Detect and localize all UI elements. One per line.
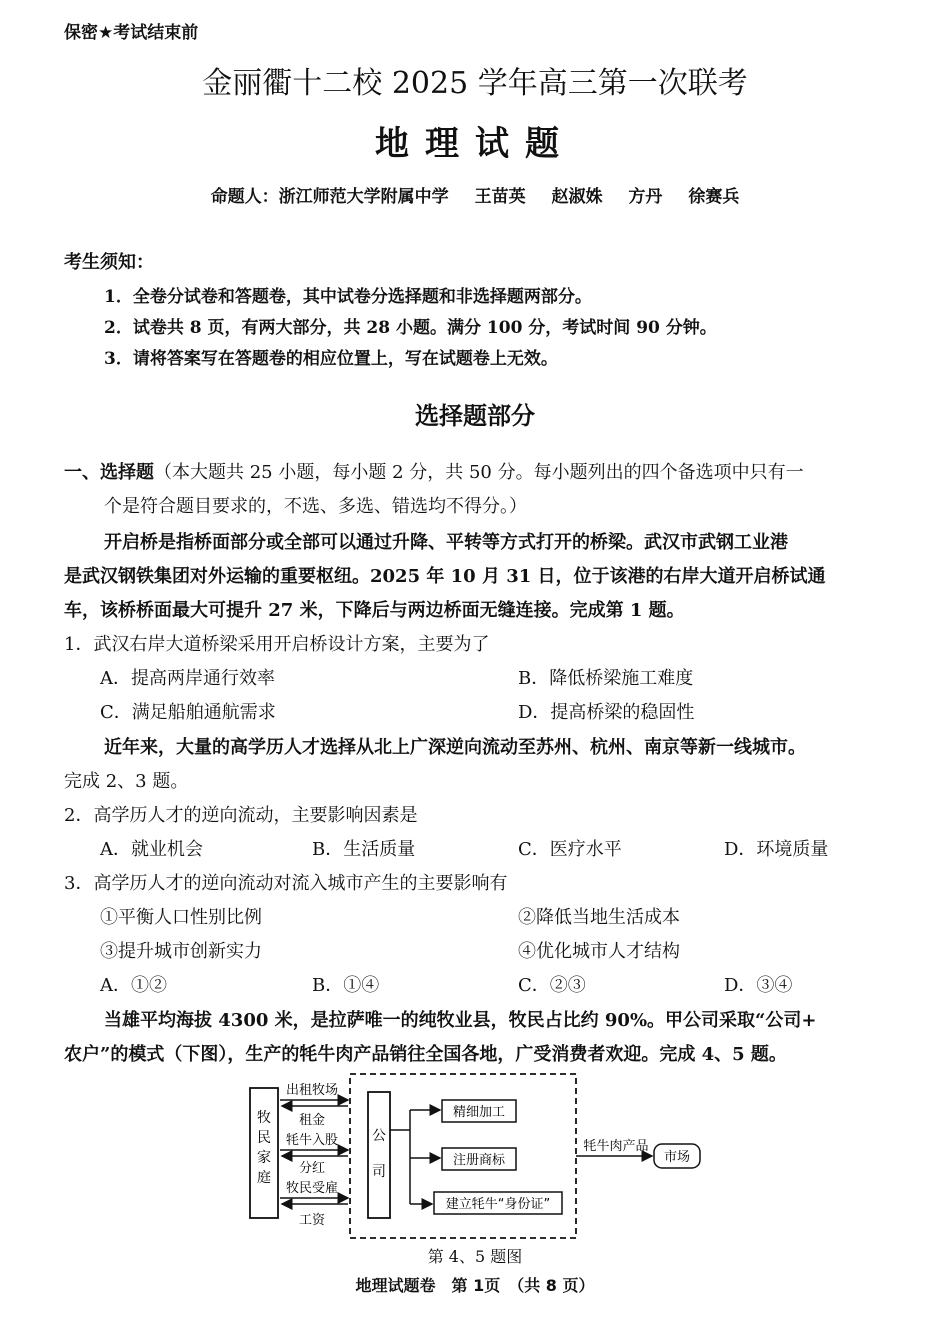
option: D．环境质量: [724, 839, 829, 860]
herder-char: 民: [257, 1130, 271, 1146]
flow-label: 工资: [298, 1213, 326, 1228]
confidential-mark: 保密★考试结束前: [64, 23, 199, 43]
option: B．①④: [312, 975, 380, 996]
passage-line: 近年来，大量的高学历人才选择从北上广深逆向流动至苏州、杭州、南京等新一线城市。: [104, 737, 806, 758]
passage-line: 当雄平均海拔 4300 米，是拉萨唯一的纯牧业县，牧民占比约 90%。甲公司采取“公司+: [104, 1010, 817, 1031]
product-label: 牦牛肉产品: [583, 1139, 649, 1154]
notice-item: 3．请将答案写在答题卷的相应位置上，写在试题卷上无效。: [104, 349, 558, 369]
author-name: 王苗英: [474, 187, 526, 207]
flow-label: 租金: [298, 1113, 326, 1128]
option: A．提高两岸通行效率: [100, 668, 275, 689]
company-char: 公: [372, 1128, 386, 1144]
option: C．②③: [518, 975, 586, 996]
option: A．就业机会: [100, 839, 203, 860]
exam-title: 金丽衢十二校 2025 学年高三第一次联考: [202, 66, 748, 101]
flow-label: 出租牧场: [285, 1083, 339, 1098]
option: C．医疗水平: [518, 839, 622, 860]
notice-heading: 考生须知：: [64, 252, 154, 273]
flow-label: 牦牛入股: [285, 1133, 339, 1148]
process-label: 建立牦牛“身份证”: [445, 1197, 551, 1212]
passage-line: 完成 2、3 题。: [64, 771, 189, 792]
passage-line: 车，该桥桥面最大可提升 27 米，下降后与两边桥面无缝连接。完成第 1 题。: [64, 600, 685, 621]
process-label: 精细加工: [452, 1105, 506, 1120]
notice-item: 1．全卷分试卷和答题卷，其中试卷分选择题和非选择题两部分。: [104, 287, 592, 307]
section-title: 选择题部分: [415, 402, 535, 430]
statement: ①平衡人口性别比例: [100, 907, 262, 928]
flow-label: 牧民受雇: [285, 1181, 339, 1196]
question-stem: 2．高学历人才的逆向流动，主要影响因素是: [64, 805, 418, 826]
market-label: 市场: [663, 1150, 691, 1165]
herder-char: 庭: [257, 1170, 271, 1186]
authors-line: [0, 182, 950, 207]
option: D．③④: [724, 975, 793, 996]
figure-caption: 第 4、5 题图: [427, 1247, 523, 1266]
question-stem: 3．高学历人才的逆向流动对流入城市产生的主要影响有: [64, 873, 508, 894]
company-farmer-diagram: [240, 1070, 710, 1250]
option: B．降低桥梁施工难度: [518, 668, 694, 689]
authors-label: 命题人：浙江师范大学附属中学: [210, 187, 449, 207]
instruction-text: 个是符合题目要求的，不选、多选、错选均不得分。）: [104, 496, 527, 517]
author-name: 赵淑姝: [551, 187, 603, 207]
notice-item: 2．试卷共 8 页，有两大部分，共 28 小题。满分 100 分，考试时间 90 分钟。: [104, 318, 717, 338]
author-name: 方丹: [628, 187, 663, 207]
herder-char: 家: [257, 1150, 271, 1166]
company-box: [368, 1092, 390, 1218]
option: C．满足船舶通航需求: [100, 702, 276, 723]
author-name: 徐赛兵: [688, 187, 740, 207]
option: A．①②: [100, 975, 167, 996]
subject-title: 地理试题: [375, 124, 575, 164]
flow-label: 分红: [298, 1161, 326, 1176]
page-footer: 地理试题卷 第 1页 （共 8 页）: [355, 1276, 595, 1295]
process-label: 注册商标: [452, 1153, 506, 1168]
passage-line: 是武汉钢铁集团对外运输的重要枢纽。2025 年 10 月 31 日，位于该港的右岸大道开启桥试通: [64, 566, 826, 587]
company-char: 司: [372, 1164, 386, 1180]
option: D．提高桥梁的稳固性: [518, 702, 695, 723]
statement: ③提升城市创新实力: [100, 941, 262, 962]
herder-char: 牧: [257, 1110, 271, 1126]
part-heading: 一、选择题: [64, 462, 154, 483]
passage-line: 农户”的模式（下图），生产的牦牛肉产品销往全国各地，广受消费者欢迎。完成 4、5 题。: [64, 1044, 787, 1065]
statement: ②降低当地生活成本: [518, 907, 680, 928]
passage-line: 开启桥是指桥面部分或全部可以通过升降、平转等方式打开的桥梁。武汉市武钢工业港: [104, 532, 788, 553]
instruction-text: （本大题共 25 小题，每小题 2 分，共 50 分。每小题列出的四个备选项中只有一: [154, 462, 804, 483]
part-instruction: [64, 458, 804, 484]
statement: ④优化城市人才结构: [518, 941, 680, 962]
option: B．生活质量: [312, 839, 416, 860]
question-stem: 1．武汉右岸大道桥梁采用开启桥设计方案，主要为了: [64, 634, 490, 655]
